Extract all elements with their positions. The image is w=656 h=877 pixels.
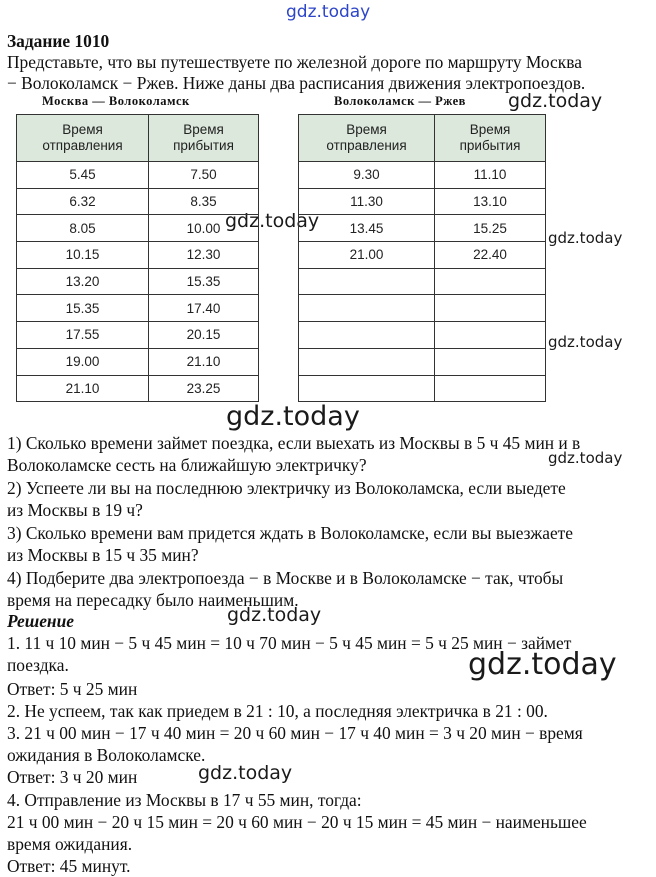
departure-time-cell: 11.30 (299, 188, 435, 215)
header-arrival (435, 115, 546, 162)
table-header-row (17, 115, 259, 162)
table-row (299, 375, 546, 402)
departure-time-cell (299, 348, 435, 375)
departure-time-cell: 17.55 (17, 322, 149, 349)
solution-line: поездка. (7, 655, 69, 675)
question-line: 2) Успеете ли вы на последнюю электричку из Волоколамска, если выедете (7, 478, 566, 498)
header-arrival-text: Время прибытия (459, 122, 521, 153)
header-departure-text: Время отправления (42, 122, 123, 153)
arrival-time-cell: 20.15 (149, 322, 259, 349)
watermark: gdz.today (286, 2, 371, 22)
departure-time-cell: 13.45 (299, 215, 435, 242)
header-departure (17, 115, 149, 162)
intro-line: Представьте, что вы путешествуете по железной дороге по маршруту Москва (7, 52, 582, 72)
departure-time-cell: 10.15 (17, 242, 149, 269)
arrival-time-cell: 8.35 (149, 188, 259, 215)
table1-caption: Москва — Волоколамск (42, 94, 190, 108)
arrival-time-cell: 21.10 (149, 348, 259, 375)
solution-line: Ответ: 45 минут. (7, 856, 131, 876)
table-row (17, 215, 259, 242)
table-row (17, 242, 259, 269)
departure-time-cell: 21.00 (299, 242, 435, 269)
watermark: gdz.today (548, 229, 623, 247)
arrival-time-cell (435, 322, 546, 349)
watermark: gdz.today (198, 762, 293, 784)
arrival-time-cell (435, 375, 546, 402)
solution-line: 21 ч 00 мин − 20 ч 15 мин = 20 ч 60 мин − 20 ч 15 мин = 45 мин − наименьшее (7, 812, 587, 832)
header-arrival (149, 115, 259, 162)
table-row (299, 162, 546, 189)
departure-time-cell: 9.30 (299, 162, 435, 189)
solution-line: Ответ: 3 ч 20 мин (7, 767, 138, 787)
table-header-row (299, 115, 546, 162)
header-departure-text: Время отправления (326, 122, 407, 153)
question-line: из Москвы в 15 ч 35 мин? (7, 545, 199, 565)
departure-time-cell (299, 295, 435, 322)
watermark: gdz.today (548, 449, 623, 467)
arrival-time-cell: 7.50 (149, 162, 259, 189)
arrival-time-cell: 15.35 (149, 268, 259, 295)
table-row (299, 322, 546, 349)
departure-time-cell: 15.35 (17, 295, 149, 322)
task-title: Задание 1010 (7, 31, 110, 51)
departure-time-cell: 6.32 (17, 188, 149, 215)
departure-time-cell: 13.20 (17, 268, 149, 295)
watermark: gdz.today (468, 647, 617, 682)
arrival-time-cell: 23.25 (149, 375, 259, 402)
table-row (17, 268, 259, 295)
table-row (17, 322, 259, 349)
departure-time-cell: 8.05 (17, 215, 149, 242)
table-row (299, 295, 546, 322)
solution-line: 1. 11 ч 10 мин − 5 ч 45 мин = 10 ч 70 мин − 5 ч 45 мин = 5 ч 25 мин − займет (7, 633, 572, 653)
departure-time-cell: 19.00 (17, 348, 149, 375)
arrival-time-cell: 11.10 (435, 162, 546, 189)
table-row (299, 348, 546, 375)
solution-line: Ответ: 5 ч 25 мин (7, 679, 138, 699)
table-row (17, 348, 259, 375)
watermark: gdz.today (548, 333, 623, 351)
arrival-time-cell (435, 295, 546, 322)
arrival-time-cell (435, 348, 546, 375)
departure-time-cell: 5.45 (17, 162, 149, 189)
table-row (299, 188, 546, 215)
solution-line: время ожидания. (7, 834, 133, 854)
watermark: gdz.today (225, 210, 320, 232)
table-row (299, 215, 546, 242)
arrival-time-cell: 15.25 (435, 215, 546, 242)
arrival-time-cell: 13.10 (435, 188, 546, 215)
table-row (17, 188, 259, 215)
intro-line: − Волоколамск − Ржев. Ниже даны два расписания движения электропоездов. (7, 73, 586, 93)
departure-time-cell: 21.10 (17, 375, 149, 402)
arrival-time-cell: 12.30 (149, 242, 259, 269)
table2-caption: Волоколамск — Ржев (334, 94, 466, 108)
solution-line: ожидания в Волоколамске. (7, 745, 206, 765)
schedule-table-moscow-volokolamsk (16, 114, 259, 402)
solution-line: 3. 21 ч 00 мин − 17 ч 40 мин = 20 ч 60 мин − 17 ч 40 мин = 3 ч 20 мин − время (7, 723, 583, 743)
table-row (17, 162, 259, 189)
departure-time-cell (299, 322, 435, 349)
departure-time-cell (299, 268, 435, 295)
header-arrival-text: Время прибытия (173, 122, 234, 153)
schedule-table-volokolamsk-rzhev (298, 114, 546, 402)
solution-line: 2. Не успеем, так как приедем в 21 : 10, а последняя электричка в 21 : 00. (7, 701, 548, 721)
table-row (17, 295, 259, 322)
question-line: 1) Сколько времени займет поездка, если выехать из Москвы в 5 ч 45 мин и в (7, 433, 581, 453)
departure-time-cell (299, 375, 435, 402)
table-row (299, 268, 546, 295)
question-line: из Москвы в 19 ч? (7, 500, 143, 520)
watermark: gdz.today (227, 604, 322, 626)
table-row (17, 375, 259, 402)
watermark: gdz.today (508, 90, 603, 112)
question-line: время на пересадку было наименьшим. (7, 590, 299, 610)
arrival-time-cell: 22.40 (435, 242, 546, 269)
question-line: Волоколамске сесть на ближайшую электричку? (7, 455, 367, 475)
arrival-time-cell (435, 268, 546, 295)
solution-line: 4. Отправление из Москвы в 17 ч 55 мин, тогда: (7, 790, 362, 810)
question-line: 4) Подберите два электропоезда − в Москве и в Волоколамске − так, чтобы (7, 568, 564, 588)
header-departure (299, 115, 435, 162)
table-row (299, 242, 546, 269)
question-line: 3) Сколько времени вам придется ждать в Волоколамске, если вы выезжаете (7, 523, 573, 543)
watermark: gdz.today (226, 401, 360, 432)
arrival-time-cell: 10.00 (149, 215, 259, 242)
arrival-time-cell: 17.40 (149, 295, 259, 322)
solution-heading: Решение (7, 611, 74, 631)
